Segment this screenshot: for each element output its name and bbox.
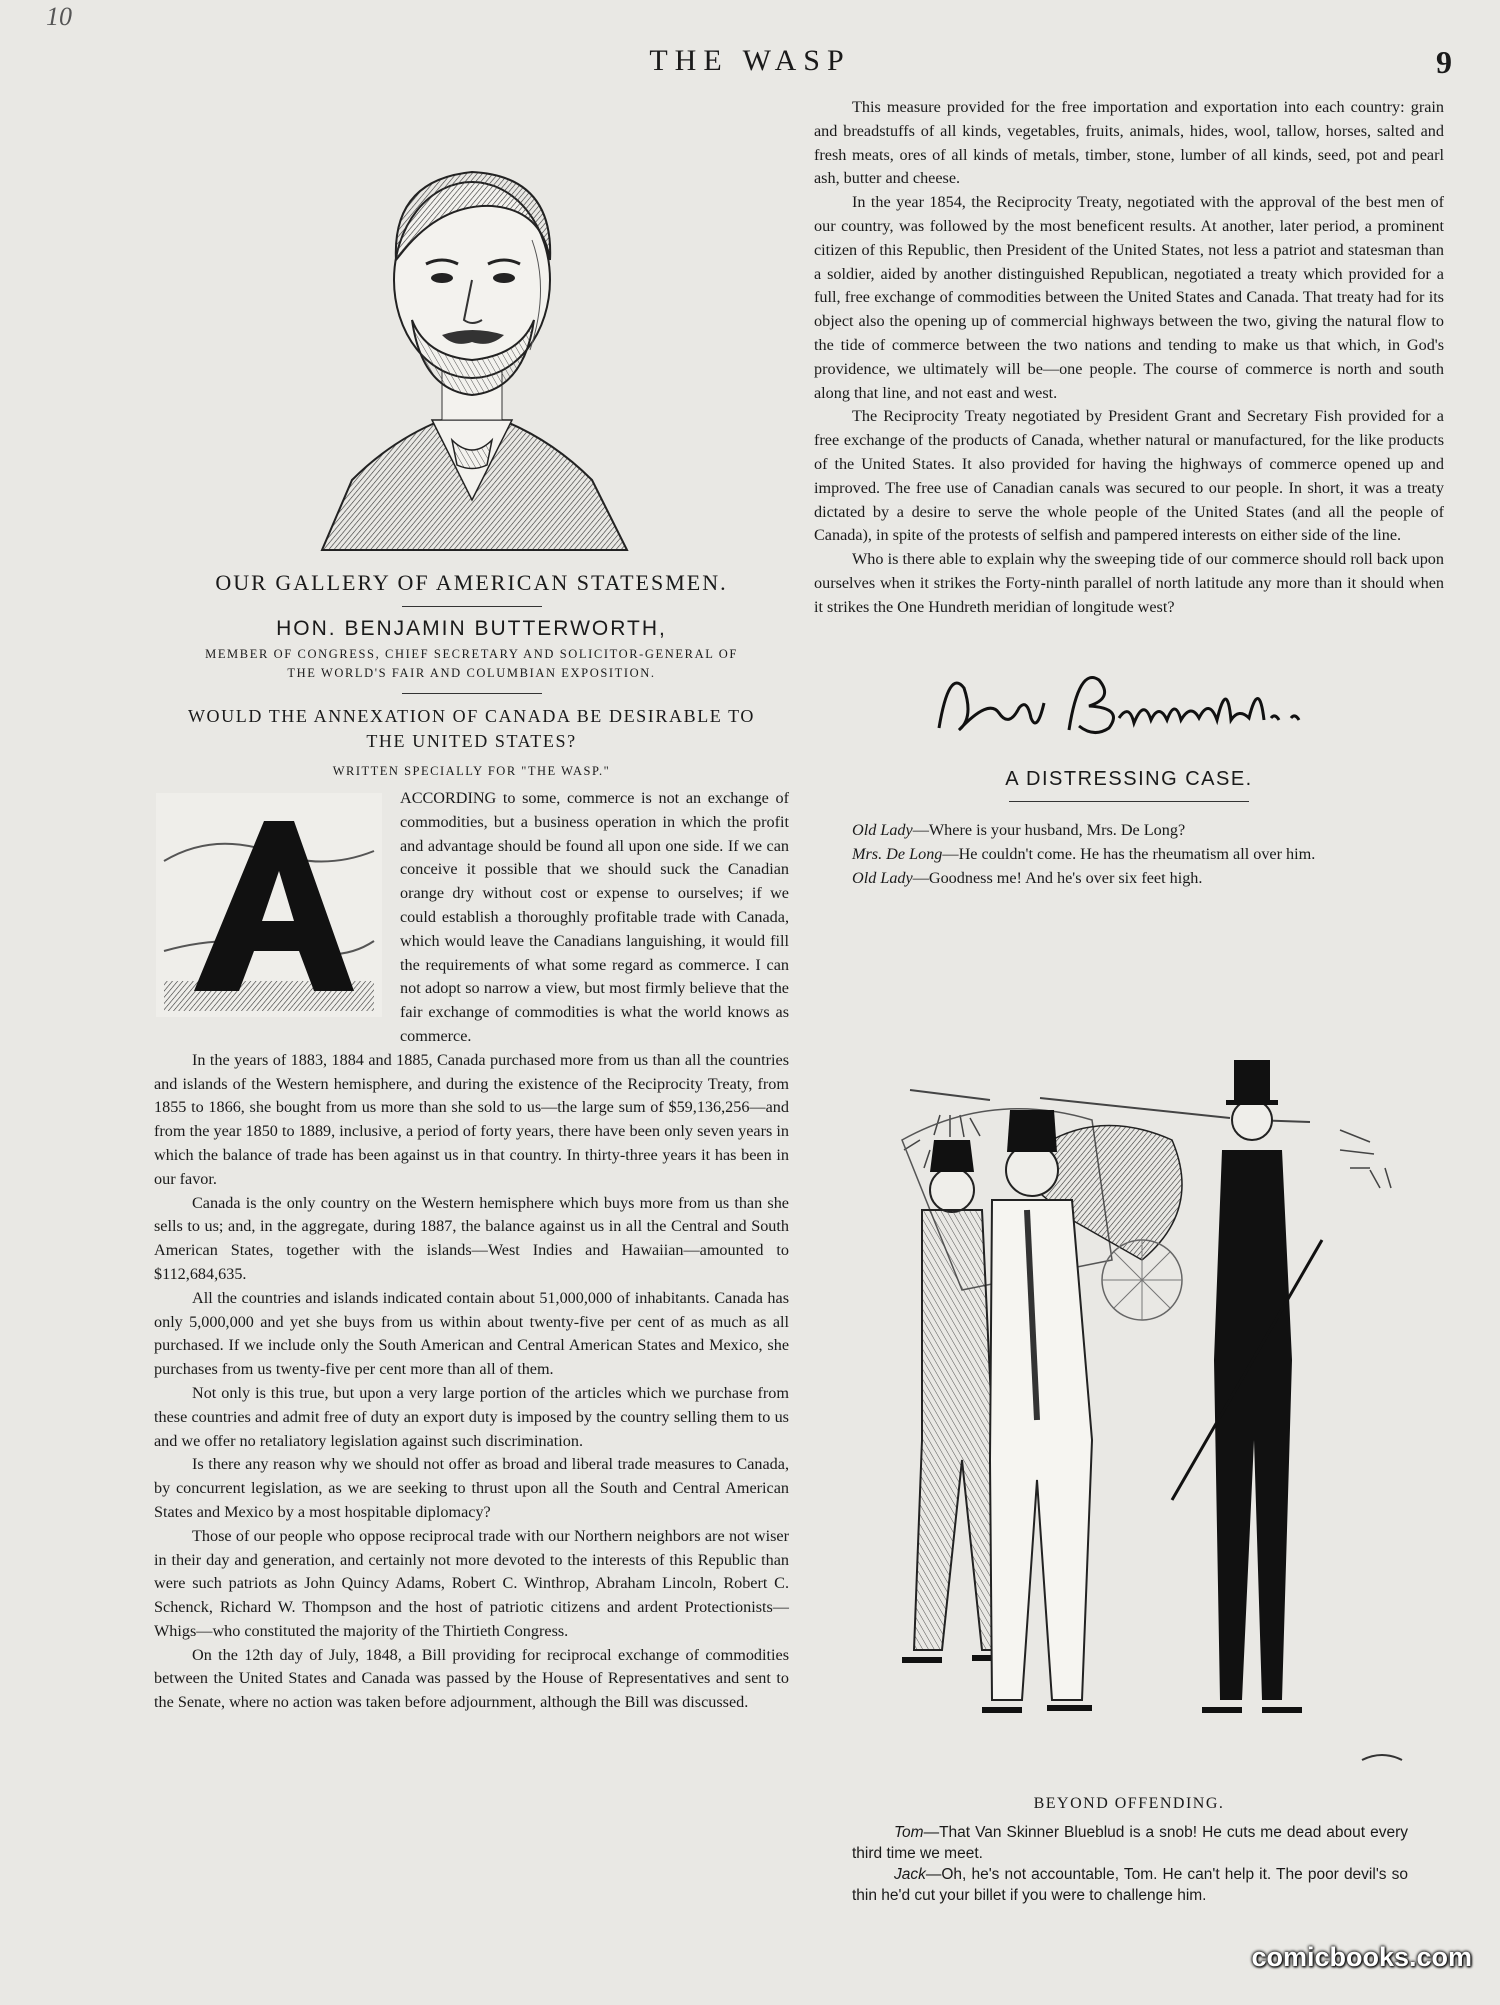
statesman-titles — [154, 645, 789, 683]
article-paragraph: Canada is the only country on the Western hemisphere which buys more from us than she sells to us; and, in the aggregate, during 1887, the balance against us in all the Central and South American States, together with the islands—West Indies and Hawaiian—amounted to $112,684,635. — [154, 1193, 789, 1283]
article-paragraph: ACCORDING to some, commerce is not an exchange of commodities, but a business operation in which the profit and advantage should be found all upon one side. If we can conceive it possible that we should suck the Canadian orange dry without cost or expense to ourselves; if we could establish a thoroughly profitable trade with Canada, which would leave the Canadians languishing, it would fill the requirements of what some regard as commerce. I can not adopt so narrow a view, but most firmly believe that the fair exchange of commodities is what the world knows as commerce. — [400, 789, 789, 1045]
divider — [402, 693, 542, 694]
dialogue-text: —Goodness me! And he's over six feet high. — [912, 868, 1203, 887]
portrait-engraving — [292, 120, 652, 560]
page-number: 9 — [1436, 44, 1452, 80]
cartoon-title: BEYOND OFFENDING. — [1033, 1795, 1225, 1812]
article-paragraph: All the countries and islands indicated contain about 51,000,000 of inhabitants. Canada has only 5,000,000 and yet she buys from us within about twenty-five per cent of as much as all purchased. If we include only the South American and Central American States and Mexico, she purchases from us twenty-five per cent more than all of them. — [154, 1288, 789, 1379]
article-paragraph: Who is there able to explain why the sweeping tide of our commerce should roll back upon ourselves when it strikes the Forty-ninth parallel of north latitude any more than it should when it strikes the One Hundreth meridian of longitude west? — [814, 550, 1444, 616]
article-paragraph: Is there any reason why we should not offer as broad and liberal trade measures to Canada, by concurrent legislation, as we are seeking to thrust upon all the South and Central American States and Mexico by a most hospitable diplomacy? — [154, 1455, 789, 1521]
speaker: Old Lady — [852, 868, 913, 887]
headline-line-1: WOULD THE ANNEXATION OF CANADA BE DESIRABLE TO — [187, 706, 756, 726]
speaker: Old Lady — [852, 820, 913, 839]
article-paragraph: Not only is this true, but upon a very large portion of the articles which we purchase from these countries and admit free of duty an export duty is imposed by the country selling them to us and we offer no retaliatory legislation against such discrimination. — [154, 1383, 789, 1450]
dialogue-line — [814, 818, 1444, 842]
speaker: Tom — [894, 1824, 924, 1841]
caption-line — [852, 1822, 1408, 1864]
caption-text: —Oh, he's not accountable, Tom. He can't help it. The poor devil's so thin he'd cut your billet if you were to challenge him. — [852, 1866, 1408, 1904]
article-paragraph: This measure provided for the free importation and exportation into each country: grain and breadstuffs of all kinds, vegetables, fruits, animals, hides, wool, tallow, horses, salted and fresh meats, ores of all kinds of metals, timber, stone, lumber of all kinds, seed, pot and pearl ash, butter and cheese. — [814, 98, 1444, 188]
divider — [1009, 801, 1249, 802]
article-paragraph: In the years of 1883, 1884 and 1885, Canada purchased more from us than all the countries and islands of the Western hemisphere, and during the existence of the Reciprocity Treaty, from 1855 to 1866, she bought from us more than she sold to us—the large sum of $59,136,256—and from the year 1850 to 1889, inclusive, a period of forty years, there have been only seven years in which the balance of trade has been against us in that country. In thirty-three years it has been in our favor. — [154, 1050, 789, 1188]
headline-line-2: THE UNITED STATES? — [366, 731, 577, 751]
titles-line-2: THE WORLD'S FAIR AND COLUMBIAN EXPOSITION. — [287, 666, 656, 680]
right-column — [814, 96, 1444, 890]
dialogue-text: —He couldn't come. He has the rheumatism all over him. — [942, 844, 1316, 863]
article-paragraph: The Reciprocity Treaty negotiated by President Grant and Secretary Fish provided for a free exchange of the products of Canada, whether natural or manufactured, for the like products of the United States. It also provided for having the highways of commerce opened up and improved. The free use of Canadian canals was secured to our people. In short, it was a treaty dictated by a desire to serve the whole people of the United States (and all the people of Canada), in spite of the protests of selfish and pampered interests on either side of the line. — [814, 407, 1444, 545]
statesman-name: HON. BENJAMIN BUTTERWORTH, — [276, 617, 667, 640]
article-paragraph: On the 12th day of July, 1848, a Bill providing for reciprocal exchange of commodities between the United States and Canada was passed by the House of Representatives and sent to the Senate, where no action was taken before adjournment, although the Bill was discussed. — [154, 1645, 789, 1712]
site-watermark: comicbooks.com — [1251, 1942, 1472, 1972]
article-paragraph: In the year 1854, the Reciprocity Treaty, negotiated with the approval of the best men of our country, was followed by the most beneficent results. At another, later period, a prominent citizen of this Republic, then President of the United States, not less a patriot and statesman than a soldier, aided by another distinguished Republican, negotiated a treaty which provided for a full, free exchange of commodities between the United States and Canada. That treaty had for its object also the opening up of commercial highways between the two, giving the natural flow to the tide of commerce between the two nations and tending to make us that which, in God's providence, we ultimately will be—one people. The course of commerce is north and south along that line, and not east and west. — [814, 193, 1444, 402]
left-column — [154, 120, 789, 1715]
divider — [402, 606, 542, 607]
signature — [919, 658, 1339, 748]
caption-text: —That Van Skinner Blueblud is a snob! He cuts me dead about every third time we meet. — [852, 1824, 1408, 1862]
gallery-heading: OUR GALLERY OF AMERICAN STATESMEN. — [215, 570, 728, 595]
dialogue-line — [814, 842, 1444, 866]
decorative-initial-a — [154, 791, 384, 1019]
corner-mark: 10 — [46, 2, 72, 31]
article-headline — [154, 704, 789, 754]
distressing-case-title: A DISTRESSING CASE. — [1005, 767, 1253, 790]
masthead-title: THE WASP — [649, 44, 851, 77]
speaker: Jack — [894, 1866, 926, 1883]
titles-line-1: MEMBER OF CONGRESS, CHIEF SECRETARY AND SOLICITOR-GENERAL OF — [205, 647, 738, 661]
byline-note: WRITTEN SPECIALLY FOR "THE WASP." — [332, 764, 611, 778]
caption-line — [852, 1864, 1408, 1906]
cartoon-caption — [852, 1822, 1408, 1906]
dialogue-line — [814, 866, 1444, 890]
speaker: Mrs. De Long — [852, 844, 943, 863]
article-paragraph: Those of our people who oppose reciprocal trade with our Northern neighbors are not wiser in their day and generation, and certainly not more devoted to the interests of this Republic than were such patriots as John Quincy Adams, Robert C. Winthrop, Abraham Lincoln, Robert C. Schenck, Richard W. Thompson and the host of patriotic citizens and ardent Protectionists—Whigs—who constituted the majority of the Thirtieth Congress. — [154, 1526, 789, 1640]
dialogue-text: —Where is your husband, Mrs. De Long? — [912, 820, 1186, 839]
cartoon-illustration — [842, 1060, 1422, 1790]
